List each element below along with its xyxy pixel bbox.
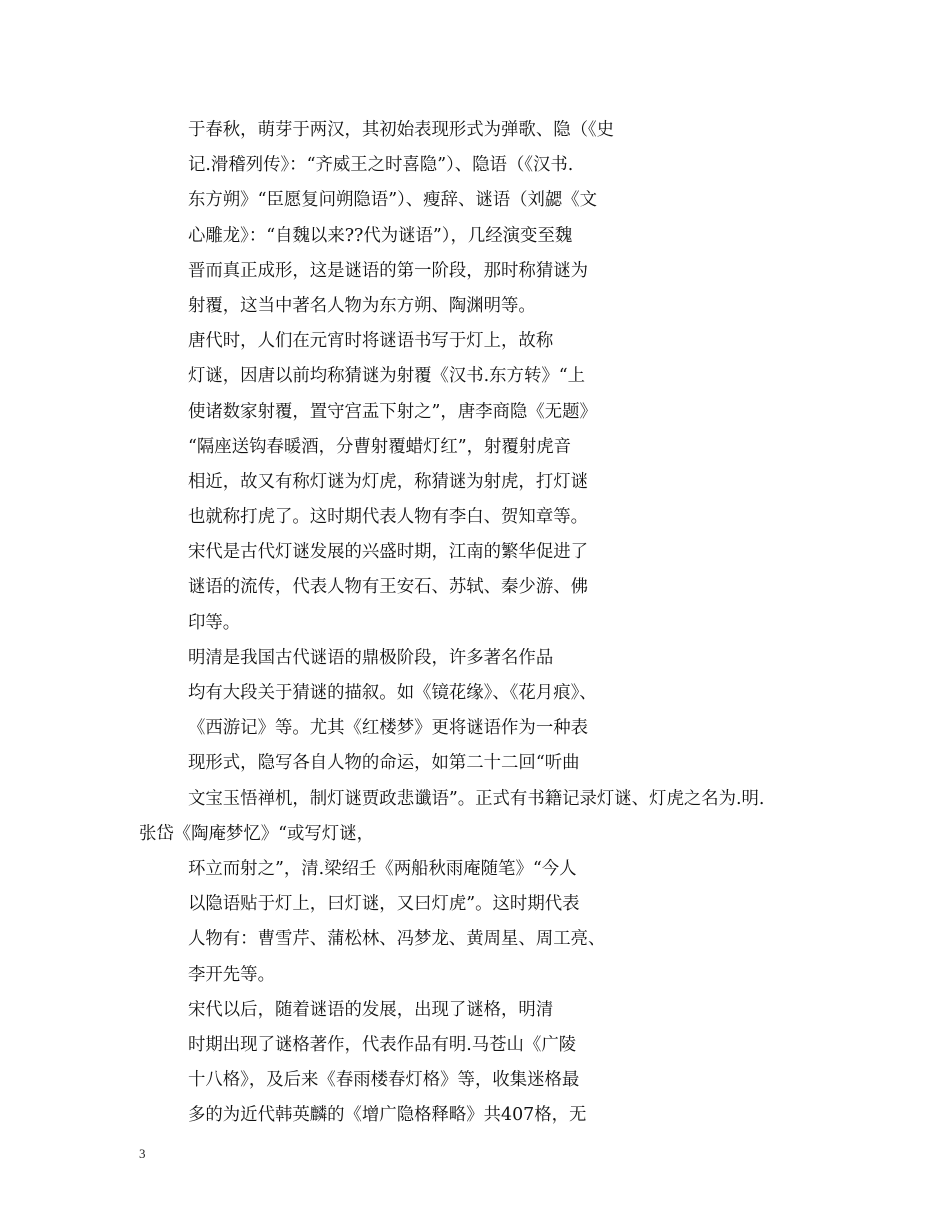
text-line: 《西游记》等。尤其《红楼梦》更将谜语作为一种表 bbox=[188, 718, 588, 739]
text-line: 射覆，这当中著名人物为东方朔、陶渊明等。 bbox=[188, 295, 536, 316]
text-line: 文宝玉悟禅机，制灯谜贾政悲谶语”。正式有书籍记录灯谜、灯虎之名为.明. bbox=[188, 788, 765, 809]
body-text bbox=[0, 113, 950, 1133]
text-line: 使诸数家射覆，置守宫盂下射之”，唐李商隐《无题》 bbox=[188, 401, 597, 422]
text-line: 现形式，隐写各自人物的命运，如第二十二回“听曲 bbox=[188, 753, 580, 774]
text-line: 于春秋，萌芽于两汉，其初始表现形式为弹歌、隐（《史 bbox=[188, 120, 615, 140]
text-line: 灯谜，因唐以前均称猜谜为射覆《汉书.东方转》“上 bbox=[188, 366, 586, 387]
text-line: 印等。 bbox=[188, 612, 241, 633]
text-line: 均有大段关于猜谜的描叙。如《镜花缘》、《花月痕》、 bbox=[188, 683, 597, 703]
text-line: 晋而真正成形，这是谜语的第一阶段，那时称猜谜为 bbox=[188, 260, 588, 281]
text-line: 明清是我国古代谜语的鼎极阶段，许多著名作品 bbox=[188, 647, 554, 668]
text-line: 以隐语贴于灯上，曰灯谜，又曰灯虎”。这时期代表 bbox=[188, 894, 580, 915]
text-line: 宋代是古代灯谜发展的兴盛时期，江南的繁华促进了 bbox=[188, 542, 588, 563]
text-line: “隔座送钩春暖酒，分曹射覆蜡灯红”，射覆射虎音 bbox=[188, 436, 571, 457]
text-line: 心雕龙》：“自魏以来??代为谜语”），几经演变至魏 bbox=[188, 225, 573, 246]
text-line: 也就称打虎了。这时期代表人物有李白、贺知章等。 bbox=[188, 507, 588, 528]
text-line: 多的为近代韩英麟的《增广隐格释略》共407格，无 bbox=[188, 1105, 587, 1126]
text-line: 人物有：曹雪芹、蒲松林、冯梦龙、黄周星、周工亮、 bbox=[188, 929, 606, 950]
text-line: 张岱《陶庵梦忆》“或写灯谜， bbox=[139, 823, 374, 844]
text-line: 十八格》，及后来《春雨楼春灯格》等，收集迷格最 bbox=[188, 1070, 580, 1091]
text-line: 相近，故又有称灯谜为灯虎，称猜谜为射虎，打灯谜 bbox=[188, 471, 588, 492]
text-line: 环立而射之”，清.梁绍壬《两船秋雨庵随笔》“今人 bbox=[188, 858, 577, 879]
text-line: 宋代以后，随着谜语的发展，出现了谜格，明清 bbox=[188, 999, 554, 1020]
text-line: 东方朔》“臣愿复问朔隐语”）、瘦辞、谜语（刘勰《文 bbox=[188, 190, 598, 211]
text-line: 时期出现了谜格著作，代表作品有明.马苍山《广陵 bbox=[188, 1034, 577, 1055]
text-line: 李开先等。 bbox=[188, 964, 275, 985]
text-line: 记.滑稽列传》：“齐威王之时喜隐”）、隐语（《汉书. bbox=[188, 155, 574, 176]
text-line: 唐代时，人们在元宵时将谜语书写于灯上，故称 bbox=[188, 331, 554, 352]
text-line: 谜语的流传，代表人物有王安石、苏轼、秦少游、佛 bbox=[188, 577, 588, 598]
page-number: 3 bbox=[139, 1146, 146, 1161]
